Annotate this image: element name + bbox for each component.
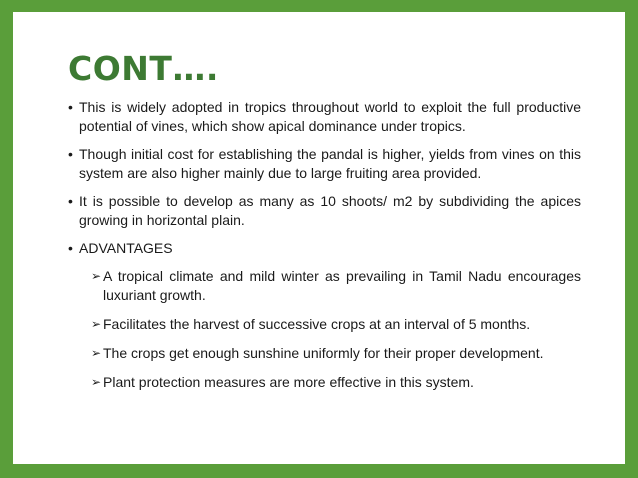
advantage-item <box>63 315 581 334</box>
advantage-text: A tropical climate and mild winter as prevailing in Tamil Nadu encourages luxuriant growth. <box>103 268 581 303</box>
slide-panel <box>13 12 625 464</box>
arrow-bullet-icon: ➢ <box>91 269 102 283</box>
slide-content <box>63 98 581 402</box>
advantage-text: Plant protection measures are more effective in this system. <box>103 374 474 390</box>
bullet-point <box>63 98 581 136</box>
arrow-bullet-icon: ➢ <box>91 317 102 331</box>
bullet-icon: • <box>68 193 73 209</box>
bullet-point <box>63 192 581 230</box>
advantage-text: Facilitates the harvest of successive crops at an interval of 5 months. <box>103 316 531 332</box>
bullet-point <box>63 145 581 183</box>
bullet-text: ADVANTAGES <box>79 240 173 256</box>
advantages-heading <box>63 239 581 258</box>
slide-title: CONT…. <box>68 49 219 88</box>
bullet-text: It is possible to develop as many as 10 shoots/ m2 by subdividing the apices growing in horizontal plain. <box>79 193 581 228</box>
bullet-text: This is widely adopted in tropics throughout world to exploit the full productive potential of vines, which show apical dominance under tropics. <box>79 99 581 134</box>
bullet-icon: • <box>68 99 73 115</box>
arrow-bullet-icon: ➢ <box>91 375 102 389</box>
bullet-text: Though initial cost for establishing the pandal is higher, yields from vines on this system are also higher mainly due to large fruiting area provided. <box>79 146 581 181</box>
advantage-item <box>63 344 581 363</box>
advantage-item <box>63 267 581 305</box>
bullet-icon: • <box>68 240 73 256</box>
bullet-icon: • <box>68 146 73 162</box>
advantage-text: The crops get enough sunshine uniformly for their proper development. <box>103 345 544 361</box>
arrow-bullet-icon: ➢ <box>91 346 102 360</box>
advantage-item <box>63 373 581 392</box>
